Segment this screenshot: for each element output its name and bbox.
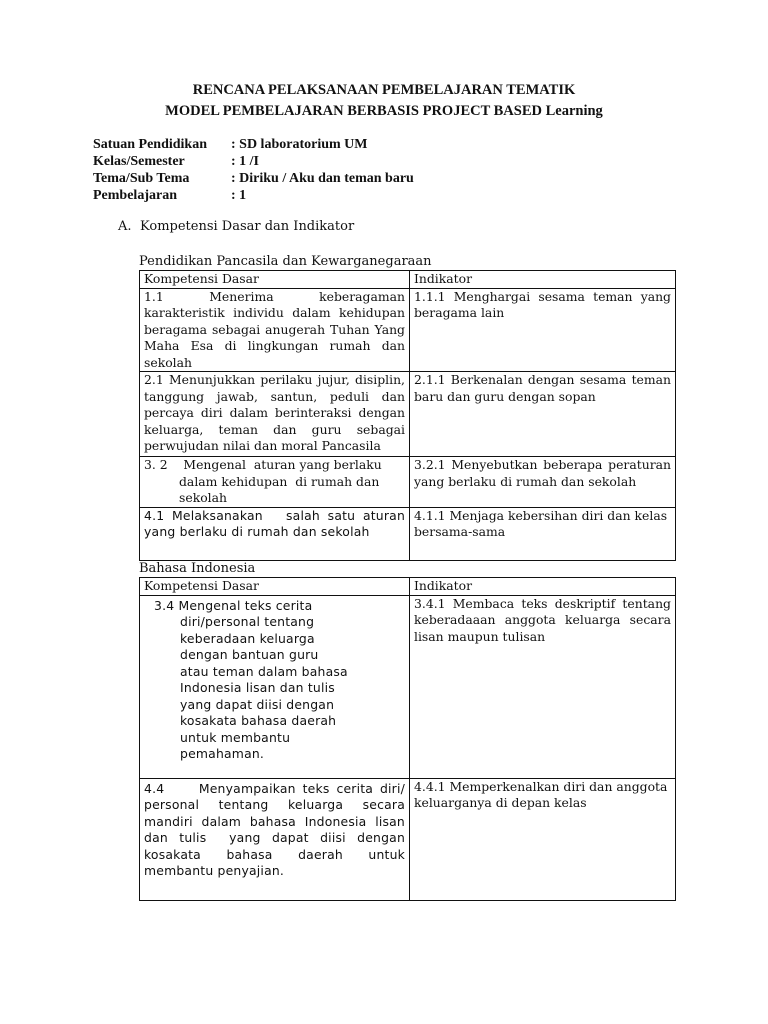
subject-title-ppkn: Pendidikan Pancasila dan Kewarganegaraan — [139, 254, 432, 269]
kd-cell: 4.4 Menyampaikan teks cerita diri/ personal tentang keluarga secara mandiri dalam bahasa Indonesia lisan dan tulis yang dapat diisi dengan kosakata bahasa daerah untuk membantu penyajian. — [140, 778, 410, 900]
header-indikator: Indikator — [410, 271, 676, 289]
kd-cell: 2.1 Menunjukkan perilaku jujur, disiplin, tanggung jawab, santun, peduli dan percaya diri dalam berinteraksi dengan keluarga, teman dan guru sebagai perwujudan nilai dan moral Pancasila — [140, 372, 410, 457]
meta-row-tema — [93, 170, 414, 187]
indikator-cell: 4.1.1 Menjaga kebersihan diri dan kelas bersama-sama — [410, 507, 676, 560]
table-row — [140, 778, 676, 900]
kd-table-bahasa-indonesia — [139, 577, 676, 901]
subject-title-bahasa-indonesia: Bahasa Indonesia — [139, 561, 256, 576]
indikator-cell: 2.1.1 Berkenalan dengan sesama teman baru dan guru dengan sopan — [410, 372, 676, 457]
meta-key: Kelas/Semester — [93, 154, 185, 169]
document-meta — [93, 136, 414, 204]
section-letter: A. — [118, 219, 132, 234]
table-row — [140, 595, 676, 778]
meta-value: : Diriku / Aku dan teman baru — [231, 171, 414, 186]
header-kompetensi-dasar: Kompetensi Dasar — [140, 578, 410, 596]
kd-table-ppkn — [139, 270, 676, 561]
meta-key: Pembelajaran — [93, 188, 177, 203]
table-row — [140, 372, 676, 457]
section-heading — [118, 218, 354, 236]
kd-cell: 4.1 Melaksanakan salah satu aturan yang berlaku di rumah dan sekolah — [140, 507, 410, 560]
kd-text: 3.4 Mengenal teks cerita diri/personal tentang keberadaan keluarga dengan bantuan guru atau teman dalam bahasa Indonesia lisan dan tulis yang dapat diisi dengan kosakata bahasa daerah untuk membantu pemahaman. — [154, 597, 348, 761]
meta-row-pembelajaran — [93, 187, 414, 204]
meta-value: : 1 /I — [231, 154, 259, 169]
table-header-row — [140, 271, 676, 289]
table-header-row — [140, 578, 676, 596]
meta-value: : SD laboratorium UM — [231, 137, 368, 152]
section-title: Kompetensi Dasar dan Indikator — [140, 219, 355, 234]
kd-cell: 3. 2 Mengenal aturan yang berlaku dalam kehidupan di rumah dan sekolah — [140, 457, 410, 508]
indikator-cell: 3.4.1 Membaca teks deskriptif tentang keberadaaan anggota keluarga secara lisan maupun tulisan — [410, 595, 676, 778]
table-row — [140, 288, 676, 372]
meta-row-satuan — [93, 136, 414, 153]
table-row — [140, 507, 676, 560]
meta-value: : 1 — [231, 188, 247, 203]
indikator-cell: 3.2.1 Menyebutkan beberapa peraturan yang berlaku di rumah dan sekolah — [410, 457, 676, 508]
indikator-cell: 1.1.1 Menghargai sesama teman yang beragama lain — [410, 288, 676, 372]
kd-cell: 1.1 Menerima keberagaman karakteristik individu dalam kehidupan beragama sebagai anugerah Tuhan Yang Maha Esa di lingkungan rumah dan sekolah — [140, 288, 410, 372]
document-title-line-2: MODEL PEMBELAJARAN BERBASIS PROJECT BASED Learning — [165, 103, 603, 119]
meta-row-kelas — [93, 153, 414, 170]
indikator-cell: 4.4.1 Memperkenalkan diri dan anggota keluarganya di depan kelas — [410, 778, 676, 900]
header-kompetensi-dasar: Kompetensi Dasar — [140, 271, 410, 289]
meta-key: Tema/Sub Tema — [93, 171, 190, 186]
header-indikator: Indikator — [410, 578, 676, 596]
document-title-line-1: RENCANA PELAKSANAAN PEMBELAJARAN TEMATIK — [192, 82, 576, 98]
table-row — [140, 457, 676, 508]
kd-cell — [140, 595, 410, 778]
meta-key: Satuan Pendidikan — [93, 137, 207, 152]
